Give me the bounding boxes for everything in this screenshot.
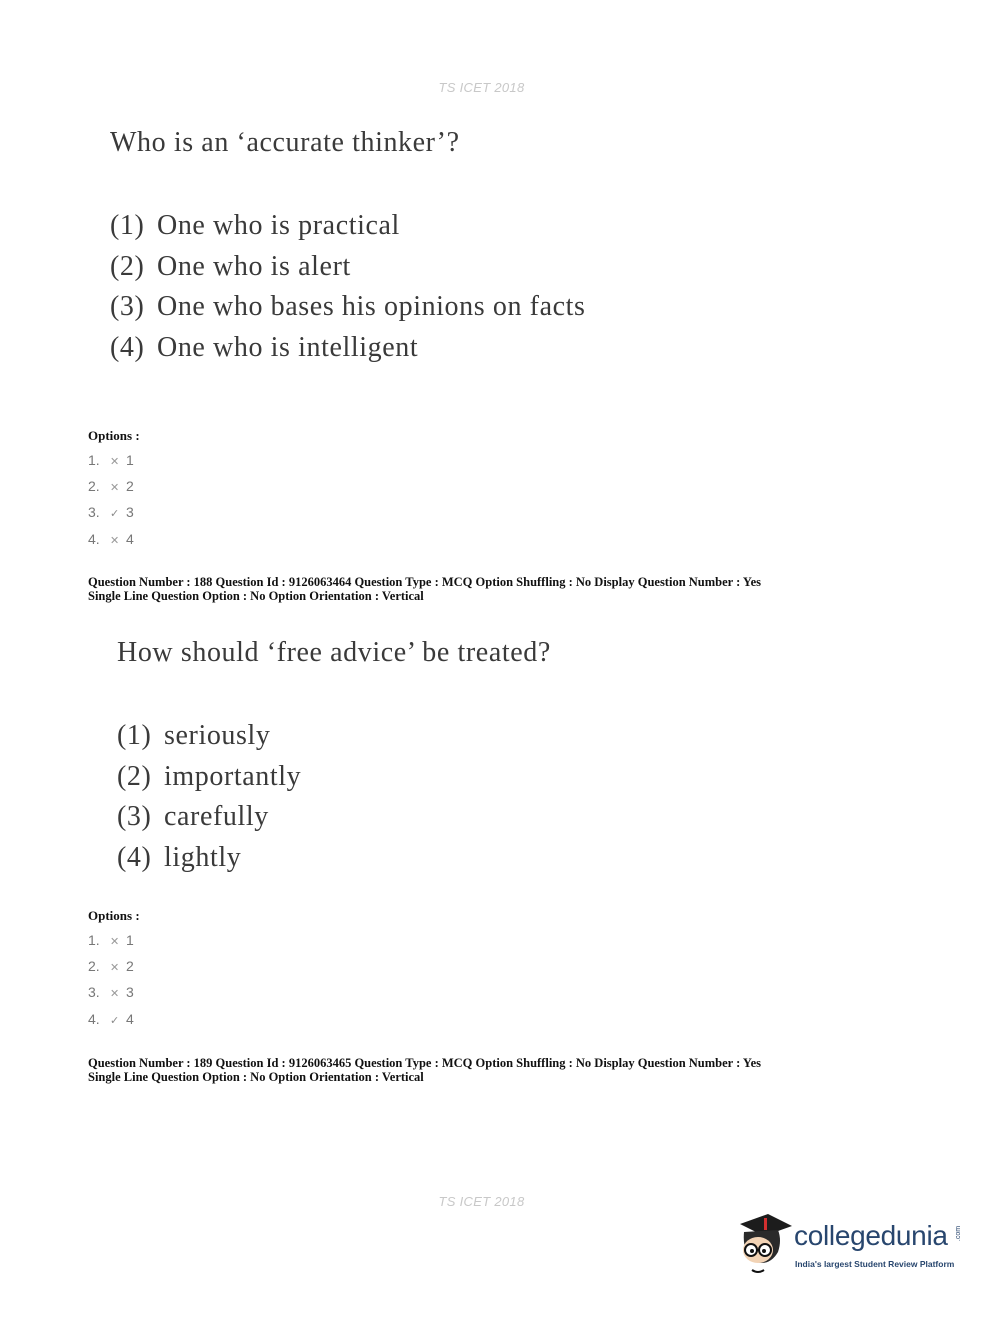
option-row	[88, 477, 134, 503]
option-value: 1	[126, 932, 134, 948]
cross-icon: ✕	[110, 962, 120, 975]
answer-text: One who is intelligent	[157, 331, 419, 363]
answer-text: lightly	[164, 841, 242, 873]
option-row	[88, 1010, 134, 1036]
option-number: 1.	[88, 932, 100, 948]
option-row	[88, 503, 134, 529]
option-number: 3.	[88, 504, 100, 521]
options-list	[88, 931, 134, 1036]
logo-wordmark: collegedunia	[794, 1220, 948, 1251]
option-value: 3	[126, 504, 134, 521]
options-list	[88, 451, 134, 556]
options-label: Options :	[88, 908, 140, 923]
cross-icon: ✕	[110, 482, 120, 495]
cross-icon: ✕	[110, 988, 120, 1001]
cross-icon: ✕	[110, 936, 120, 948]
answer-item	[117, 716, 301, 757]
mascot-icon	[734, 1210, 794, 1280]
option-number: 4.	[88, 530, 100, 547]
question-text: How should ‘free advice’ be treated?	[117, 637, 551, 668]
answer-item	[110, 247, 586, 288]
answer-item	[110, 328, 586, 369]
question-meta	[88, 1056, 761, 1084]
watermark-bottom: TS ICET 2018	[438, 1194, 525, 1209]
option-number: 4.	[88, 1010, 100, 1027]
meta-line-2: Single Line Question Option : No Option Orientation : Vertical	[88, 589, 424, 603]
answer-text: carefully	[164, 801, 269, 832]
meta-line-1: Question Number : 188 Question Id : 9126063464 Question Type : MCQ Option Shuffling : No Display Question Number : Yes	[88, 575, 761, 589]
option-row	[88, 983, 134, 1009]
answer-text: One who is alert	[157, 250, 351, 282]
collegedunia-logo	[734, 1210, 964, 1280]
answer-number: (3)	[110, 291, 145, 322]
answer-text: importantly	[164, 760, 302, 792]
answer-text: One who is practical	[157, 210, 400, 241]
option-value: 1	[126, 452, 134, 468]
answer-number: (1)	[110, 210, 145, 241]
answer-list	[110, 206, 586, 368]
answer-number: (4)	[117, 841, 152, 873]
option-value: 2	[126, 958, 134, 975]
options-label: Options :	[88, 428, 140, 443]
option-number: 1.	[88, 452, 100, 468]
option-number: 2.	[88, 958, 100, 975]
question-meta	[88, 575, 761, 603]
answer-text: seriously	[164, 720, 271, 751]
option-row	[88, 530, 134, 556]
option-number: 2.	[88, 478, 100, 495]
answer-number: (2)	[110, 250, 145, 282]
watermark-top: TS ICET 2018	[438, 80, 525, 95]
logo-suffix: .com	[955, 1225, 963, 1242]
answer-item	[110, 287, 586, 328]
logo-tagline: India's largest Student Review Platform	[795, 1259, 955, 1269]
cross-icon: ✕	[110, 534, 120, 547]
answer-number: (1)	[117, 720, 152, 751]
option-value: 4	[126, 530, 134, 547]
answer-number: (3)	[117, 801, 152, 832]
option-value: 4	[126, 1010, 134, 1027]
answer-item	[117, 797, 301, 838]
check-icon: ✓	[110, 508, 120, 521]
option-row	[88, 451, 134, 477]
answer-item	[110, 206, 586, 247]
option-number: 3.	[88, 984, 100, 1001]
option-value: 3	[126, 984, 134, 1001]
meta-line-1: Question Number : 189 Question Id : 9126063465 Question Type : MCQ Option Shuffling : No Display Question Number : Yes	[88, 1056, 761, 1070]
answer-number: (2)	[117, 760, 152, 792]
answer-text: One who bases his opinions on facts	[157, 291, 586, 322]
answer-item	[117, 757, 301, 798]
answer-number: (4)	[110, 331, 145, 363]
answer-item	[117, 838, 301, 879]
check-icon: ✓	[110, 1014, 120, 1027]
option-value: 2	[126, 478, 134, 495]
option-row	[88, 931, 134, 957]
option-row	[88, 957, 134, 983]
meta-line-2: Single Line Question Option : No Option Orientation : Vertical	[88, 1070, 424, 1084]
answer-list	[117, 716, 301, 878]
question-text: Who is an ‘accurate thinker’?	[110, 127, 460, 158]
cross-icon: ✕	[110, 456, 120, 468]
